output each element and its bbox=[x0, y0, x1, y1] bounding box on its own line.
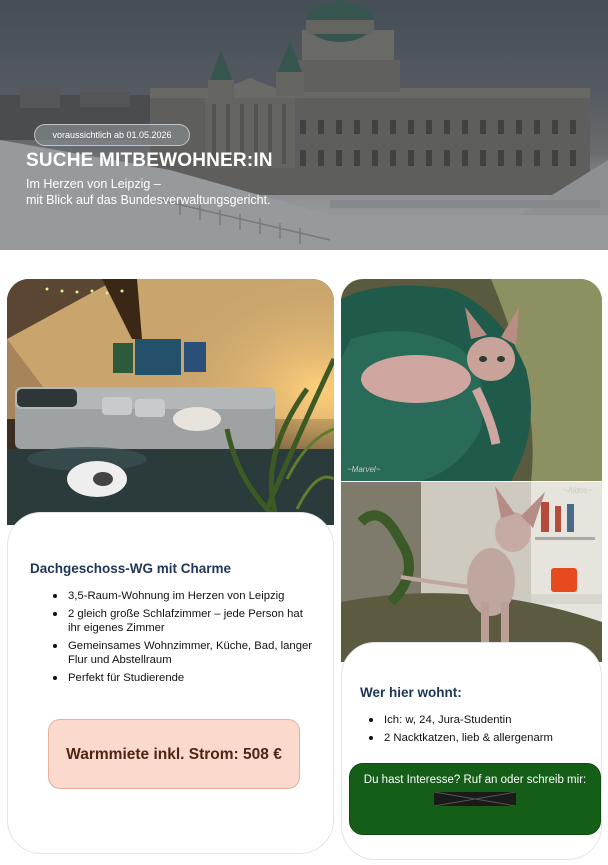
residents-list bbox=[360, 713, 590, 749]
cat2-signature: ~Aldos~ bbox=[563, 486, 593, 495]
contact-box bbox=[349, 763, 601, 835]
cat-photo-aldos bbox=[341, 482, 602, 662]
list-item: 3,5-Raum-Wohnung im Herzen von Leipzig bbox=[44, 589, 314, 603]
contact-label: Du hast Interesse? Ruf an oder schreib mir: bbox=[363, 774, 587, 786]
living-room-photo bbox=[7, 279, 334, 525]
list-item: Gemeinsames Wohnzimmer, Küche, Bad, langer Flur und Abstellraum bbox=[44, 639, 314, 667]
page-subtitle bbox=[26, 176, 386, 208]
residents-heading: Wer hier wohnt: bbox=[360, 685, 462, 700]
hero-banner bbox=[0, 0, 608, 250]
apartment-card bbox=[7, 512, 334, 854]
subtitle-line-1: Im Herzen von Leipzig – bbox=[26, 177, 161, 191]
residents-card bbox=[341, 642, 602, 860]
list-item: 2 Nacktkatzen, lieb & allergenarm bbox=[360, 731, 590, 745]
list-item: 2 gleich große Schlafzimmer – jede Person hat ihr eigenes Zimmer bbox=[44, 607, 314, 635]
subtitle-line-2: mit Blick auf das Bundesverwaltungsgericht. bbox=[26, 193, 271, 207]
list-item: Ich: w, 24, Jura-Studentin bbox=[360, 713, 590, 727]
cat1-signature: ~Marvel~ bbox=[347, 465, 381, 474]
move-in-date-badge: voraussichtlich ab 01.05.2026 bbox=[34, 124, 190, 146]
page-title: SUCHE MITBEWOHNER:IN bbox=[26, 150, 273, 171]
list-item: Perfekt für Studierende bbox=[44, 671, 314, 685]
apartment-heading: Dachgeschoss-WG mit Charme bbox=[30, 561, 232, 576]
cat-photo-marvel bbox=[341, 279, 602, 481]
redacted-contact-info bbox=[434, 792, 516, 806]
rent-box: Warmmiete inkl. Strom: 508 € bbox=[48, 719, 300, 789]
apartment-features-list bbox=[44, 589, 314, 689]
